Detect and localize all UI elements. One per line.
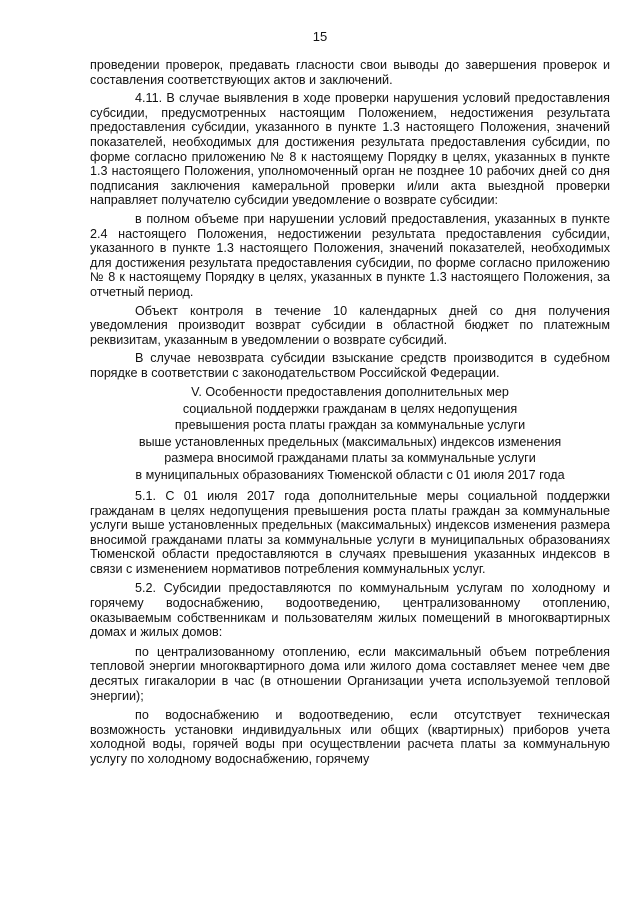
paragraph-continuation: проведении проверок, предавать гласности свои выводы до завершения проверок и составления соответствующих актов и заключений. [90,58,610,87]
paragraph-4-11: 4.11. В случае выявления в ходе проверки нарушения условий предоставления субсидии, предусмотренных настоящим Положением, недостижения результата предоставления субсидии, указанного в пункте 1.3 настоящего Положения, значений показателей, необходимых для достижения результата предоставления субсидии, по форме согласно приложению № 8 к настоящему Порядку в целях, указанных в пункте 1.3 настоящего Положения, уполномоченный орган не позднее 10 рабочих дней со дня подписания заключения камеральной проверки и/или акта выездной проверки направляет получателю субсидии уведомление о возврате субсидии: [90,91,610,208]
section-heading-line: социальной поддержки гражданам в целях недопущения [182,401,518,416]
paragraph-5-2: 5.2. Субсидии предоставляются по коммунальным услугам по холодному и горячему водоснабжению, водоотведению, централизованному отоплению, оказываемым собственникам и пользователям жилых помещений в многоквартирных домах и жилых домов: [90,581,610,640]
section-heading-line: размера вносимой гражданами платы за коммунальные услуги [164,451,536,466]
paragraph-return-deadline: Объект контроля в течение 10 календарных дней со дня получения уведомления производит возврат субсидии в областной бюджет по платежным реквизитам, указанным в уведомлении о возврате субсидий. [90,303,610,347]
paragraph-water-supply: по водоснабжению и водоотведению, если отсутствует техническая возможность установки индивидуальных или общих (квартирных) приборов учета холодной воды, горячей воды при осуществлении расчета платы за коммунальную услугу по холодному водоснабжению, горячему [90,708,610,766]
paragraph-full-return: в полном объеме при нарушении условий предоставления, указанных в пункте 2.4 настоящего Положения, недостижении результата предоставления субсидии, указанного в пункте 1.3 настоящего Положения, значений показателей, необходимых для достижения результата предоставления субсидии, по форме согласно приложению № 8 к настоящему Порядку в целях, указанных в пункте 1.3 настоящего Положения, за отчетный период. [90,211,610,299]
paragraph-heating: по централизованному отоплению, если максимальный объем потребления тепловой энергии многоквартирного дома или жилого дома составляет менее чем две десятых гигакалории в час (в отношении Организации учета используемой тепловой энергии); [90,644,610,703]
section-heading [90,384,610,482]
section-heading-line: выше установленных предельных (максимальных) индексов изменения [138,434,562,449]
section-heading-line: V. Особенности предоставления дополнительных мер [191,385,509,400]
paragraph-5-1: 5.1. С 01 июля 2017 года дополнительные меры социальной поддержки гражданам в целях недопущения превышения роста платы граждан за коммунальные услуги выше установленных предельных (максимальных) индексов изменения размера вносимой гражданами платы за коммунальные услуги в муниципальных образованиях Тюменской области предоставляются в случаях превышения указанных индексов в связи с изменением нормативов потребления коммунальных услуг. [90,488,610,576]
section-heading-line: в муниципальных образованиях Тюменской области с 01 июля 2017 года [135,467,565,482]
document-body [90,58,610,772]
paragraph-court-recovery: В случае невозврата субсидии взыскание средств производится в судебном порядке в соответствии с законодательством Российской Федерации. [90,351,610,380]
section-heading-line: превышения роста платы граждан за коммунальные услуги [174,418,526,433]
page-number: 15 [312,29,328,44]
